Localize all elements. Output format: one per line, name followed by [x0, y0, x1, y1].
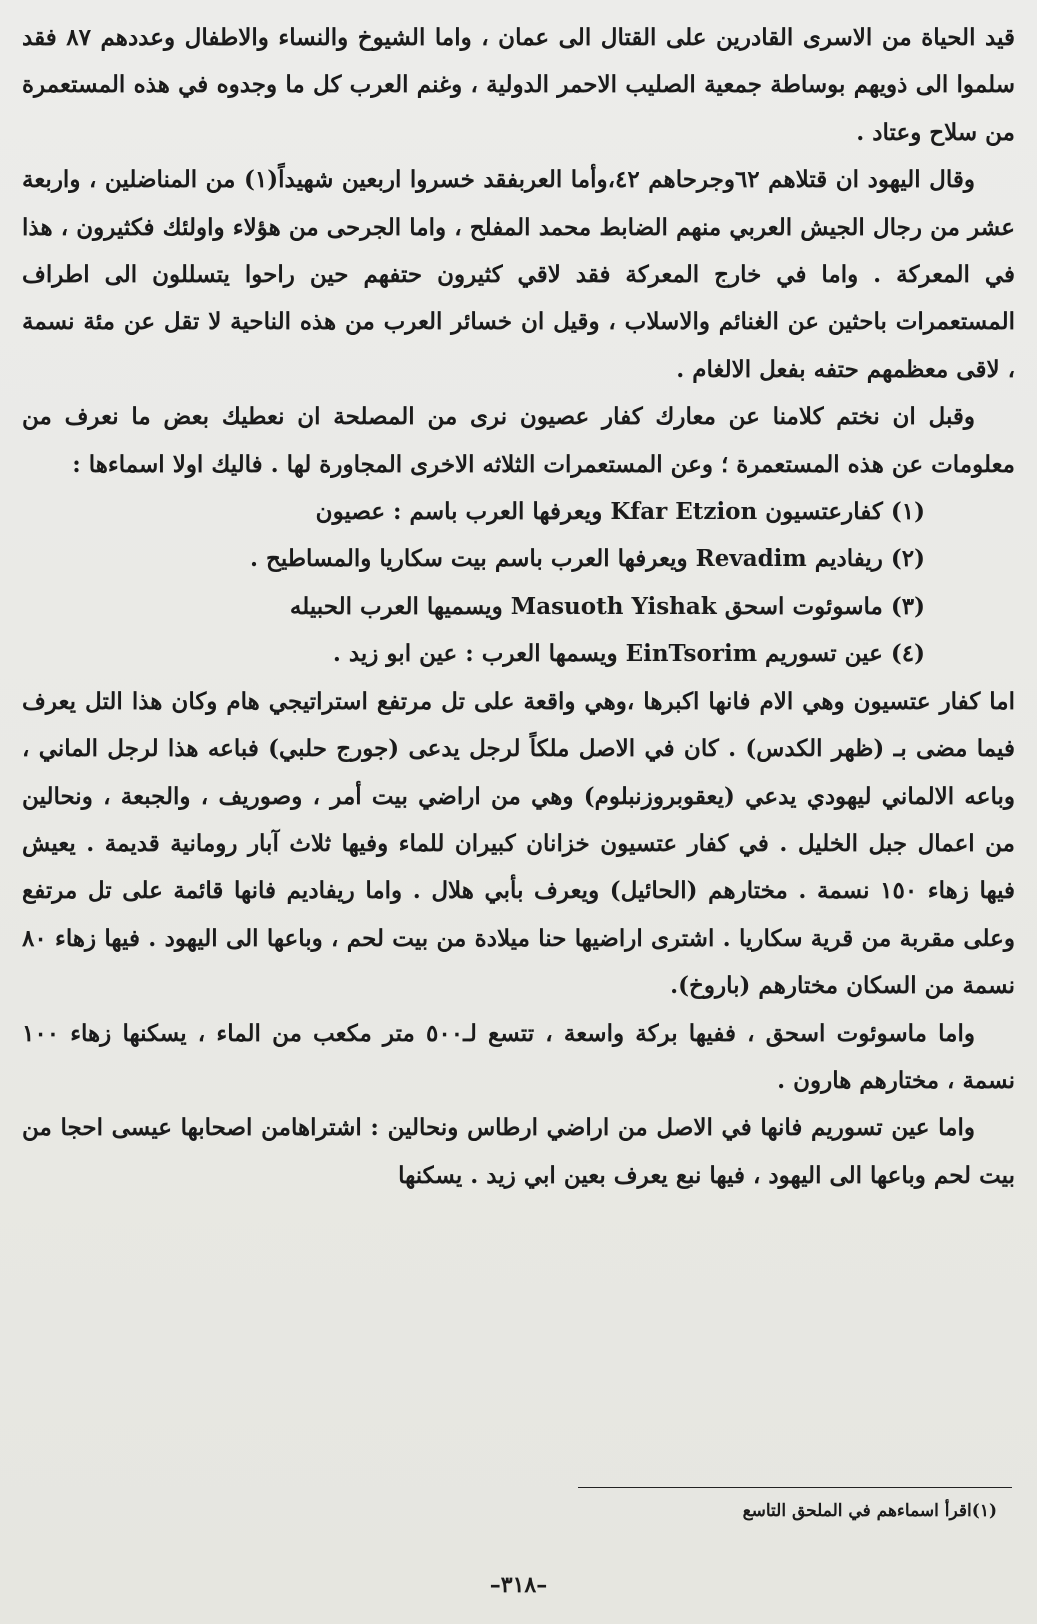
paragraph-kfar-etzion-details: اما كفار عتسيون وهي الام فانها اكبرها ،وهي واقعة على تل مرتفع استراتيجي هام وكان هذا التل يعرف فيما مضى بـ (ظهر الكدس) . كان في الاصل ملكاً لرجل يدعى (جورج حلبي) فباعه هذا لرجل الماني ، وباعه الالماني ليهودي يدعي (يعقوبروزنبلوم) وهي من اراضي بيت أمر ، وصوريف ، والجبعة ، ونحالين من اعمال جبل الخليل . في كفار عتسيون خزانان كبيران للماء وفيها ثلاث آبار رومانية قديمة . يعيش فيها زهاء ١٥٠ نسمة . مختارهم (الحائيل) ويعرف بأبي هلال . واما ريفاديم فانها قائمة على تل مرتفع وعلى مقربة من قرية سكاريا . اشترى اراضيها حنا ميلادة من بيت لحم ، وباعها الى اليهود . فيها زهاء ٨٠ نسمة من السكان مختارهم (باروخ). — [22, 687, 1016, 1000]
list-item-kfar-etzion: (١) كفارعتسيون Kfar Etzion ويعرفها العرب باسم : عصيون — [315, 498, 925, 526]
list-item-masuoth-yishak: (٣) ماسوئوت اسحق Masuoth Yishak ويسميها العرب الحبيله — [289, 592, 925, 620]
footnote-divider — [578, 1487, 1012, 1488]
paragraph-ein-tsorim-details: واما عين تسوريم فانها في الاصل من اراضي ارطاس ونحالين : اشتراهامن اصحابها عيسى احجا من بيت لحم وباعها الى اليهود ، فيها نبع يعرف بعين ابي زيد . يسكنها — [22, 1114, 1015, 1189]
list-item-revadim: (٢) ريفاديم Revadim ويعرفها العرب باسم بيت سكاريا والمساطيح . — [249, 545, 925, 573]
list-item-ein-tsorim: (٤) عين تسوريم EinTsorim ويسمها العرب : عين ابو زيد . — [332, 640, 925, 668]
footnote: (١)اقرأ اسماءهم في الملحق التاسع — [742, 1501, 997, 1521]
page-number: –٣١٨– — [489, 1572, 548, 1598]
paragraph-settlements-intro: وقبل ان نختم كلامنا عن معارك كفار عصيون نرى من المصلحة ان نعطيك بعض ما نعرف من معلومات عن هذه المستعمرة ؛ وعن المستعمرات الثلاثه الاخرى المجاورة لها . فاليك اولا اسماءها : — [22, 403, 1015, 478]
paragraph-casualties: وقال اليهود ان قتلاهم ٦٢وجرحاهم ٤٢،وأما العربفقد خسروا اربعين شهيداً(١) من المناضلين ، واربعة عشر من رجال الجيش العربي منهم الضابط محمد المفلح ، واما الجرحى من هؤلاء واولئك فكثيرون ، هذا في المعركة . واما في خارج المعركة فقد لاقي كثيرون حتفهم حين راحوا يتسللون الى اطراف المستعمرات باحثين عن الغنائم والاسلاب ، وقيل ان خسائر العرب من هذه الناحية لا تقل عن مئة نسمة ، لاقى معظمهم حتفه بفعل الالغام . — [22, 166, 1015, 383]
paragraph-masuoth-yishak-details: واما ماسوئوت اسحق ، ففيها بركة واسعة ، تتسع لـ٥٠٠ متر مكعب من الماء ، يسكنها زهاء ١٠٠ نسمة ، مختارهم هارون . — [22, 1019, 1015, 1094]
main-text — [22, 14, 1015, 1199]
paragraph-prisoners: قيد الحياة من الاسرى القادرين على القتال الى عمان ، واما الشيوخ والنساء والاطفال وعددهم ٨٧ فقد سلموا الى ذويهم بوساطة جمعية الصليب الاحمر الدولية ، وغنم العرب كل ما وجدوه في هذه المستعمرة من سلاح وعتاد . — [22, 24, 1016, 146]
